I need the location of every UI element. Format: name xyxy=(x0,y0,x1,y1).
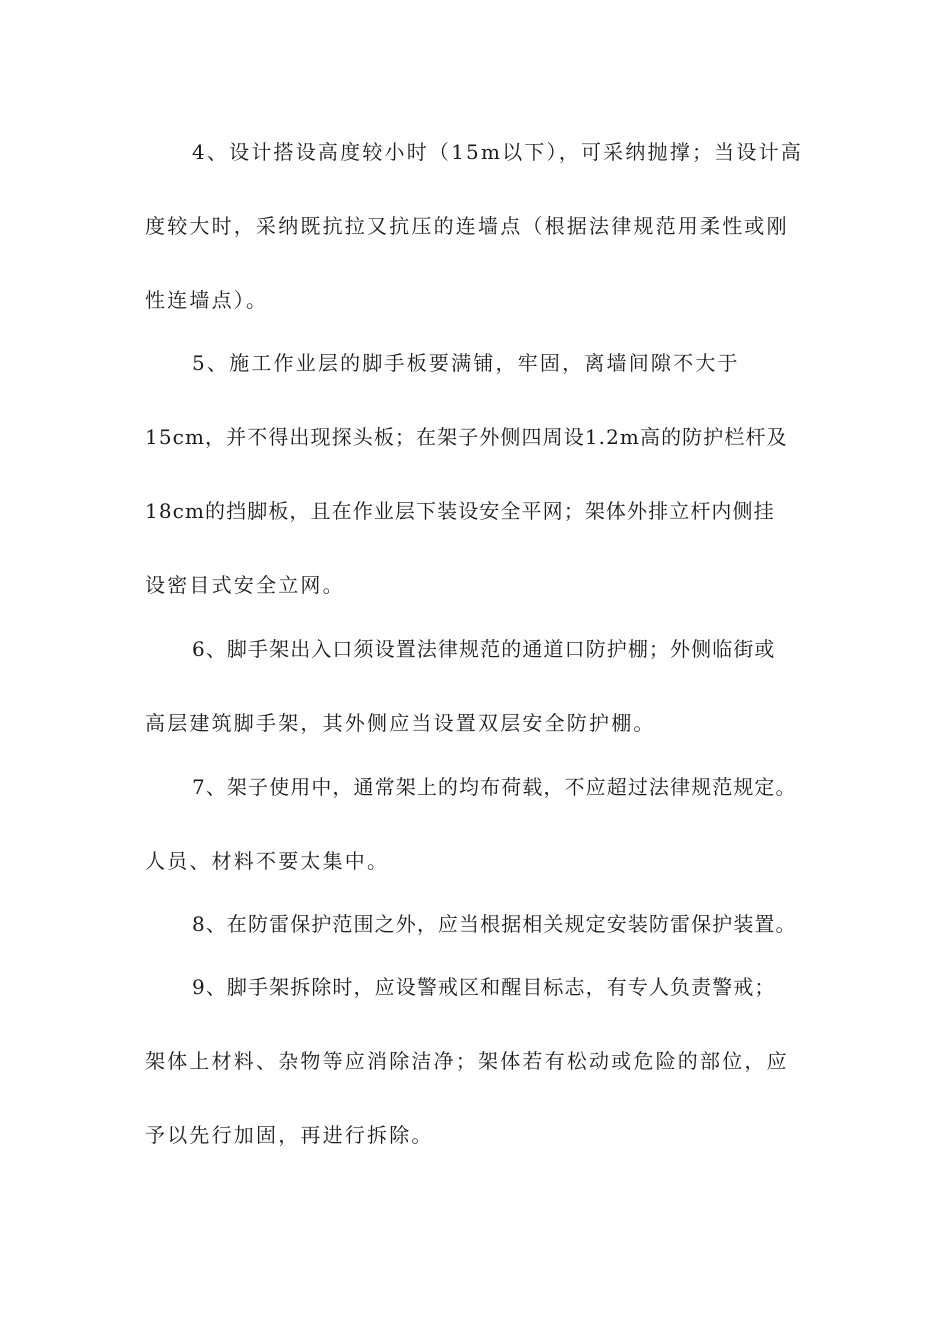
item-5-line-1: 5、施工作业层的脚手板要满铺，牢固，离墙间隙不大于 xyxy=(192,351,740,375)
item-9-line-1: 9、脚手架拆除时，应设警戒区和醒目标志，有专人负责警戒； xyxy=(192,975,776,999)
item-9-line-2: 架体上材料、杂物等应消除洁净；架体若有松动或危险的部位，应 xyxy=(145,1049,789,1073)
item-4-line-3: 性连墙点）。 xyxy=(145,288,269,312)
item-5-line-4: 设密目式安全立网。 xyxy=(145,573,345,597)
item-6-line-2: 高层建筑脚手架，其外侧应当设置双层安全防护棚。 xyxy=(145,711,656,735)
item-6-line-1: 6、脚手架出入口须设置法律规范的通道口防护棚；外侧临街或 xyxy=(192,637,776,661)
item-9-line-3: 予以先行加固，再进行拆除。 xyxy=(145,1123,434,1147)
item-5-line-2: 15cm，并不得出现探头板；在架子外侧四周设1.2m高的防护栏杆及 xyxy=(145,425,788,449)
item-7-line-1: 7、架子使用中，通常架上的均布荷载，不应超过法律规范规定。 xyxy=(192,775,797,799)
item-8-line-1: 8、在防雷保护范围之外，应当根据相关规定安装防雷保护装置。 xyxy=(192,912,797,936)
item-5-line-3: 18cm的挡脚板，且在作业层下装设安全平网；架体外排立杆内侧挂 xyxy=(145,499,775,523)
item-4-line-2: 度较大时，采纳既抗拉又抗压的连墙点（根据法律规范用柔性或刚 xyxy=(145,214,789,238)
item-4-line-1: 4、设计搭设高度较小时（15m以下），可采纳抛撑；当设计高 xyxy=(192,140,803,164)
item-7-line-2: 人员、材料不要太集中。 xyxy=(145,849,390,873)
